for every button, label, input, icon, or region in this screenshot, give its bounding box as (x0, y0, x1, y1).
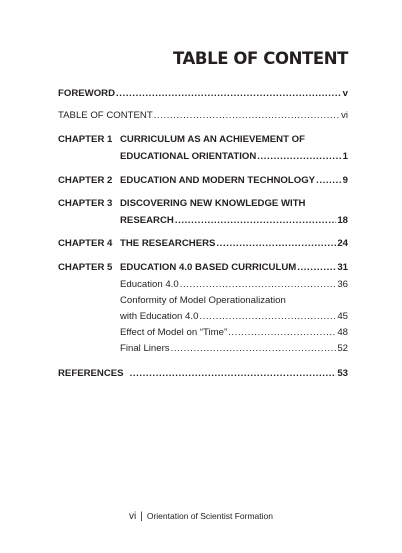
toc-subentry-conformity-cont[interactable] (120, 309, 348, 325)
toc-label: EDUCATIONAL ORIENTATION (120, 151, 257, 162)
toc-subentry-education-4-0[interactable] (120, 277, 348, 293)
chapter-number: CHAPTER 2 (58, 175, 113, 186)
toc-entry-chapter-4[interactable] (58, 236, 348, 252)
leader-dots (228, 325, 336, 341)
toc-page-number: 45 (337, 311, 348, 322)
toc-subentry-final-liners[interactable] (120, 341, 348, 357)
chapter-number: CHAPTER 5 (58, 262, 113, 273)
toc-page-number: 24 (337, 238, 348, 249)
leader-dots (316, 173, 342, 189)
toc-label: TABLE OF CONTENT (58, 110, 153, 121)
toc-entry-table-of-content[interactable] (58, 108, 348, 124)
toc-page-number: 31 (337, 262, 348, 273)
toc-page-number: 1 (342, 151, 348, 162)
toc-page-number: 9 (342, 175, 348, 186)
page-footer (0, 511, 402, 522)
leader-dots (216, 236, 336, 252)
toc-entry-references[interactable] (58, 366, 348, 382)
toc-label: Conformity of Model Operationalization (120, 295, 286, 306)
leader-dots (257, 149, 341, 165)
leader-dots (154, 108, 340, 124)
leader-dots (297, 260, 336, 276)
toc-page-number: 52 (337, 343, 348, 354)
toc-subentry-effect-of-model[interactable] (120, 325, 348, 341)
leader-dots (175, 213, 336, 229)
leader-dots (130, 366, 337, 382)
toc-subentry-conformity[interactable] (120, 293, 348, 309)
footer-separator: | (140, 511, 143, 522)
footer-page-number: vi (129, 511, 137, 522)
toc-entry-foreword[interactable] (58, 86, 348, 102)
toc-entry-chapter-1-cont[interactable] (58, 149, 348, 165)
toc-page-number: v (342, 88, 348, 99)
toc-entry-chapter-5[interactable] (58, 260, 348, 276)
toc-label: Final Liners (120, 343, 170, 354)
leader-dots (199, 309, 336, 325)
toc-entry-chapter-1[interactable] (58, 132, 348, 148)
leader-dots (116, 86, 342, 102)
chapter-number: CHAPTER 3 (58, 198, 113, 209)
toc-page-number: vi (341, 110, 348, 121)
toc-page-number: 18 (337, 215, 348, 226)
toc-label: EDUCATION AND MODERN TECHNOLOGY (120, 175, 316, 186)
toc-entry-chapter-3-cont[interactable] (58, 213, 348, 229)
toc-label: DISCOVERING NEW KNOWLEDGE WITH (120, 198, 306, 209)
toc-page-number: 48 (337, 327, 348, 338)
toc-label: Effect of Model on “Time” (120, 327, 228, 338)
toc-label: Education 4.0 (120, 279, 179, 290)
toc-label: FOREWORD (58, 88, 116, 99)
toc-page-number: 53 (337, 368, 348, 379)
toc-label: with Education 4.0 (120, 311, 199, 322)
toc-label: RESEARCH (120, 215, 174, 226)
leader-dots (171, 341, 337, 357)
chapter-number: CHAPTER 1 (58, 134, 113, 145)
toc-label: CURRICULUM AS AN ACHIEVEMENT OF (120, 134, 305, 145)
page-title: TABLE OF CONTENT (172, 49, 348, 68)
toc-entry-chapter-2[interactable] (58, 173, 348, 189)
toc-label: THE RESEARCHERS (120, 238, 216, 249)
chapter-number: CHAPTER 4 (58, 238, 113, 249)
toc-label: REFERENCES (58, 368, 124, 379)
footer-running-title: Orientation of Scientist Formation (146, 511, 273, 521)
leader-dots (180, 277, 337, 293)
toc-entry-chapter-3[interactable] (58, 196, 348, 212)
toc-label: EDUCATION 4.0 BASED CURRICULUM (120, 262, 297, 273)
toc-page-number: 36 (337, 279, 348, 290)
